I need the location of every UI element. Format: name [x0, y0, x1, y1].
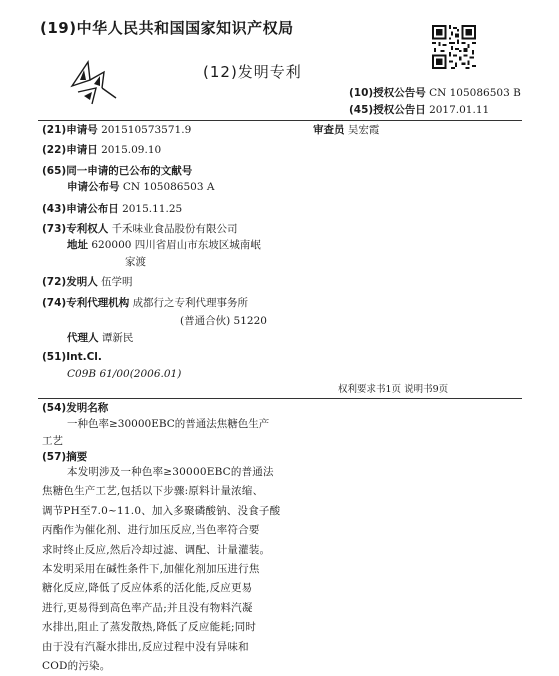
- patentee-label: (73)专利权人: [42, 223, 109, 235]
- document-type: (12)发明专利: [203, 63, 302, 81]
- publication-number: CN 105086503 A: [122, 181, 215, 193]
- examiner-name: 吴宏霞: [347, 124, 380, 136]
- publication-date: 2015.11.25: [122, 203, 183, 215]
- agency-line: [42, 295, 248, 312]
- abstract-line: 丙酯作为催化剂、进行加压反应,当色率符合要: [42, 524, 260, 537]
- invention-title-line2: 工艺: [42, 435, 63, 447]
- inventor-line: [42, 274, 133, 291]
- issuing-authority: (19)中华人民共和国国家知识产权局: [40, 19, 294, 37]
- abstract-line: 焦糖色生产工艺,包括以下步骤:原料计量浓缩、: [42, 485, 264, 498]
- abstract-line: COD的污染。: [42, 660, 111, 673]
- examiner-line: [313, 122, 379, 139]
- application-date-label: (22)申请日: [42, 144, 98, 156]
- application-number: 201510573571.9: [101, 124, 192, 136]
- agency-continuation: (普通合伙) 51220: [180, 315, 267, 327]
- agency-name: 成都行之专利代理事务所: [132, 297, 249, 309]
- intcl-value: [67, 366, 181, 383]
- grant-number-label: (10)授权公告号: [349, 87, 426, 99]
- abstract-body: [42, 463, 292, 676]
- examiner-label: 审查员: [313, 124, 345, 136]
- agent-name: 谭新民: [101, 332, 134, 344]
- address-line: [67, 237, 261, 254]
- same-application-heading: (65)同一申请的已公布的文献号: [42, 165, 193, 177]
- application-number-label: (21)申请号: [42, 124, 98, 136]
- grant-number-line: [349, 85, 521, 102]
- biblio-divider: [38, 398, 522, 399]
- address-value: 620000 四川省眉山市东坡区城南岷: [91, 239, 261, 251]
- publication-number-line: [67, 179, 214, 196]
- abstract-line: 由于没有汽凝水排出,反应过程中没有异味和: [42, 640, 249, 653]
- grant-number: CN 105086503 B: [429, 87, 521, 99]
- abstract-line: 调节PH至7.0~11.0、加入多聚磷酸钠、没食子酸: [42, 504, 281, 517]
- patentee-name: 千禾味业食品股份有限公司: [111, 223, 238, 235]
- address-continuation: 家渡: [125, 256, 146, 268]
- intcl-classification: C09B 61/00(2006.01): [67, 368, 182, 380]
- grant-date-label: (45)授权公告日: [349, 104, 426, 116]
- application-date-line: [42, 142, 161, 159]
- agent-line: [67, 330, 133, 347]
- cnipa-emblem-icon: [66, 58, 128, 108]
- grant-date-line: [349, 102, 489, 119]
- intcl-label: (51)Int.Cl.: [42, 351, 102, 363]
- pages-note: 权利要求书1页 说明书9页: [338, 384, 449, 395]
- abstract-line: 求时终止反应,然后冷却过滤、调配、计量灌装。: [42, 543, 271, 556]
- abstract-label: (57)摘要: [42, 451, 88, 463]
- patentee-line: [42, 221, 238, 238]
- abstract-line: 糖化反应,降低了反应体系的活化能,反应更易: [42, 582, 253, 595]
- application-number-line: [42, 122, 191, 139]
- abstract-line: 水排出,阻止了蒸发散热,降低了反应能耗;同时: [42, 621, 257, 634]
- publication-number-label: 申请公布号: [67, 181, 120, 193]
- publication-date-line: [42, 201, 182, 218]
- header-divider: [38, 120, 522, 121]
- address-label: 地址: [67, 239, 88, 251]
- inventor-name: 伍学明: [101, 276, 133, 288]
- application-date: 2015.09.10: [101, 144, 162, 156]
- abstract-line: 本发明采用在碱性条件下,加催化剂加压进行焦: [42, 563, 260, 576]
- invention-title-label: (54)发明名称: [42, 402, 109, 414]
- abstract-line: 本发明涉及一种色率≥30000EBC的普通法: [67, 466, 274, 478]
- qr-code-icon: [432, 25, 476, 69]
- abstract-line: 进行,更易得到高色率产品;并且没有物料汽凝: [42, 601, 253, 614]
- agent-label: 代理人: [67, 332, 99, 344]
- inventor-label: (72)发明人: [42, 276, 98, 288]
- grant-date: 2017.01.11: [429, 104, 490, 116]
- agency-label: (74)专利代理机构: [42, 297, 130, 309]
- invention-title-line1: 一种色率≥30000EBC的普通法焦糖色生产: [67, 418, 270, 430]
- publication-date-label: (43)申请公布日: [42, 203, 119, 215]
